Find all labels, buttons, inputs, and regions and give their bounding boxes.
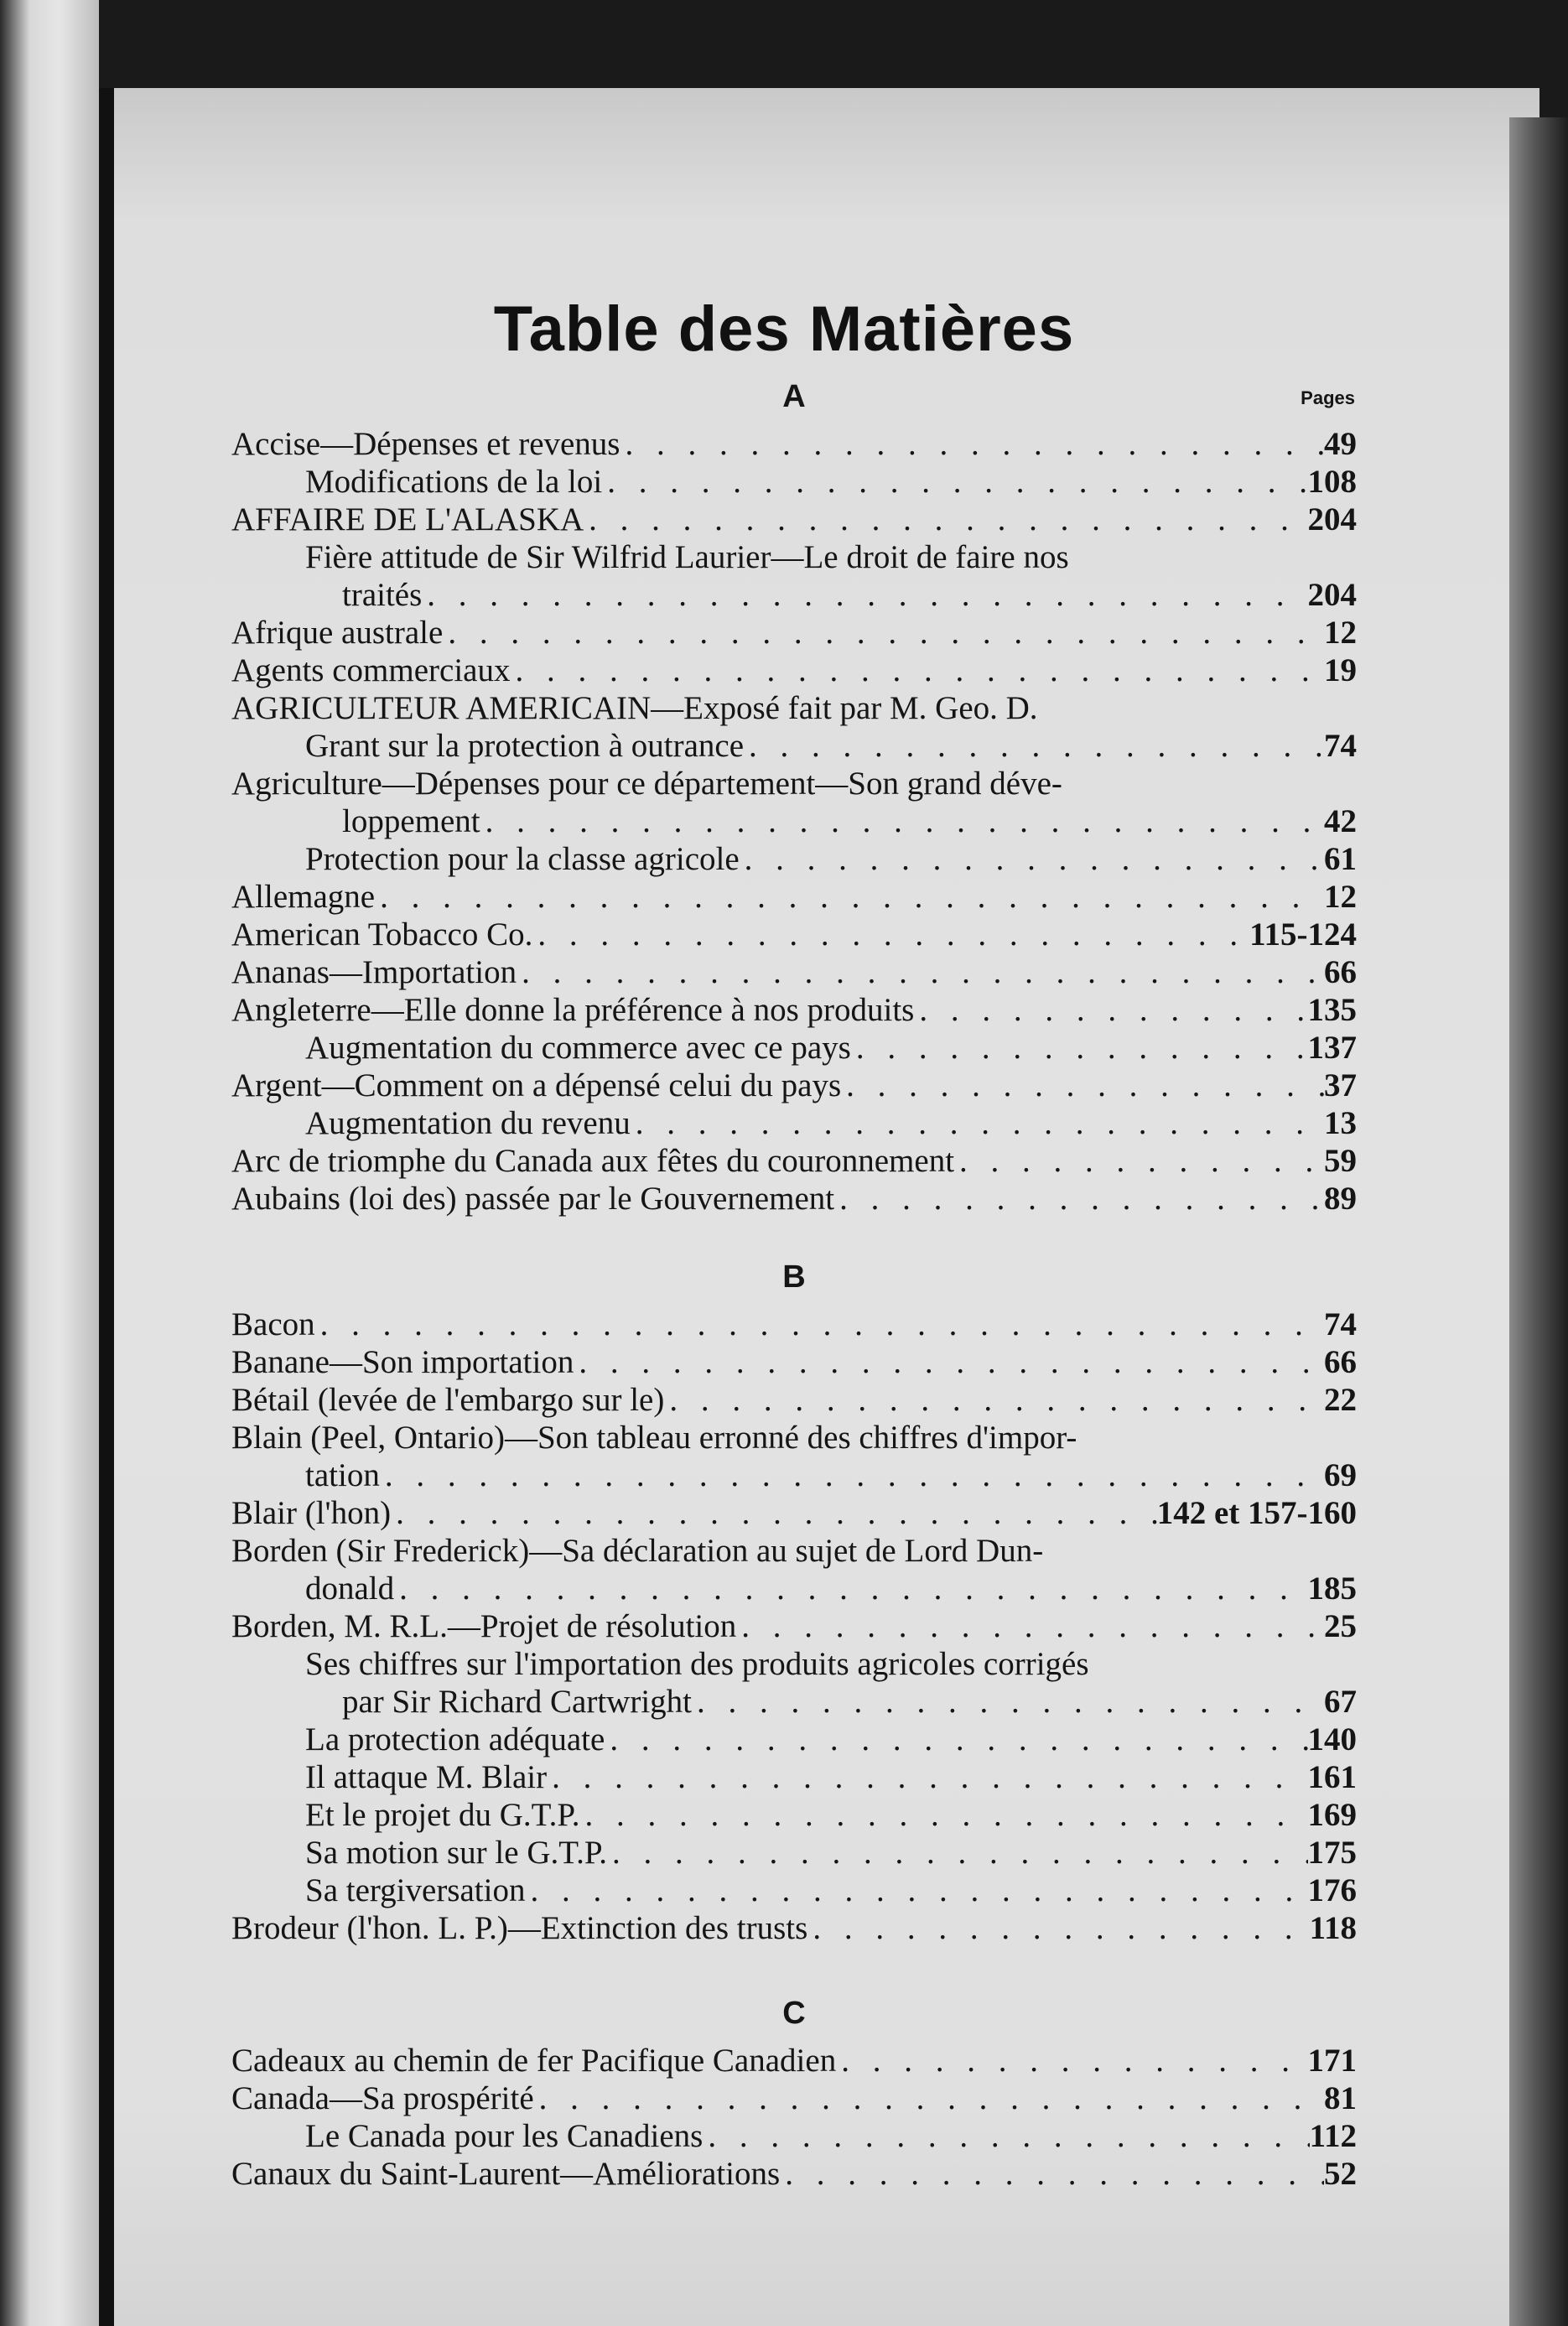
dot-leader [574,1343,1324,1381]
toc-entry [231,614,1357,652]
page-number: 42 [1324,803,1357,839]
dot-leader [394,1570,1307,1607]
toc-entry-text: Il attaque M. Blair [305,1759,548,1795]
dot-leader [391,1494,1157,1532]
section-letter: A [782,379,806,414]
toc-entry [231,1796,1357,1834]
toc-entry-text: Brodeur (l'hon. L. P.)—Extinction des trusts [231,1910,808,1946]
dot-leader [579,1796,1307,1834]
dot-leader [525,1872,1307,1909]
page-number: 204 [1307,501,1357,537]
toc-entry-text: Le Canada pour les Canadiens [305,2118,704,2154]
page-number: 19 [1324,652,1357,688]
dot-leader [740,840,1324,878]
page-number: 118 [1309,1910,1357,1946]
page-number: 49 [1324,426,1357,462]
page-number: 115-124 [1249,916,1357,953]
right-page-edge [1509,117,1568,2326]
toc-entry-text: Borden (Sir Frederick)—Sa déclaration au sujet de Lord Dun- [231,1533,1044,1569]
page-number: 137 [1307,1030,1357,1066]
toc-entry [231,1721,1357,1758]
toc-entry-text: Grant sur la protection à outrance [305,728,745,764]
page-number: 142 et 157-160 [1156,1495,1357,1531]
dot-leader [631,1104,1324,1142]
toc-entry-text: loppement [342,803,480,839]
toc-entry-text: AFFAIRE DE L'ALASKA [231,501,584,537]
section-header [231,1259,1357,1306]
toc-entry [231,1343,1357,1381]
page-number: 171 [1307,2043,1357,2079]
page-number: 59 [1324,1143,1357,1179]
dot-leader [443,614,1324,652]
toc-entry-text: Afrique australe [231,615,444,651]
toc-entry [231,1909,1357,1947]
dot-leader [834,1180,1324,1218]
toc-entry-text: traités [342,577,423,613]
dot-leader [664,1381,1324,1419]
page-number: 74 [1324,728,1357,764]
section-letter: C [782,1996,806,2031]
toc-entry-text: Cadeaux au chemin de fer Pacifique Canadien [231,2043,837,2079]
toc-entry-text: Borden, M. R.L.—Projet de résolution [231,1608,737,1644]
toc-entry [231,991,1357,1029]
page-number: 61 [1324,841,1357,877]
dot-leader [584,501,1307,538]
toc-entry-text: Angleterre—Elle donne la préférence à nos produits [231,992,915,1028]
page-number: 175 [1307,1835,1357,1871]
dot-leader [547,1758,1307,1796]
toc-entry [231,576,1357,614]
toc-entry-text: donald [305,1571,395,1607]
dot-leader [851,1029,1308,1067]
toc-entry-text: Blair (l'hon) [231,1495,392,1531]
toc-entry [231,652,1357,689]
toc-entry [231,916,1357,953]
page-number: 37 [1324,1067,1357,1103]
page-number: 12 [1324,615,1357,651]
toc-entry [231,1834,1357,1872]
page-number: 13 [1324,1105,1357,1141]
toc-entry [231,840,1357,878]
dot-leader [807,1909,1309,1947]
toc-entry-text: Arc de triomphe du Canada aux fêtes du couronnement [231,1143,955,1179]
toc-entry-text: Allemagne [231,879,376,915]
section-header [231,1996,1357,2042]
dot-leader [380,1456,1324,1494]
page-number: 22 [1324,1382,1357,1418]
toc-entry-text: Augmentation du commerce avec ce pays [305,1030,851,1066]
toc-entry [231,1381,1357,1419]
toc-entry [231,1029,1357,1067]
page-number: 176 [1307,1872,1357,1908]
dot-leader [703,2117,1309,2155]
toc-entry-text: Et le projet du G.T.P. [305,1797,580,1833]
toc-entry-text: Ses chiffres sur l'importation des produits agricoles corrigés [305,1646,1089,1682]
toc-entry-text: Agriculture—Dépenses pour ce département—Son grand déve- [231,766,1062,802]
toc-entry-text: La protection adéquate [305,1721,605,1757]
page-number: 185 [1307,1571,1357,1607]
toc-entry-text: Blain (Peel, Ontario)—Son tableau erronné des chiffres d'impor- [231,1420,1077,1456]
page-number: 52 [1324,2156,1357,2192]
page-number: 204 [1307,577,1357,613]
dot-leader [841,1067,1324,1104]
toc-entry [231,1570,1357,1607]
toc-entry [231,1104,1357,1142]
toc-entry [231,1872,1357,1909]
toc-entry [231,1607,1357,1645]
page-title: Table des Matières [493,293,1075,365]
toc-entry [231,1683,1357,1721]
section-letter: B [782,1259,806,1295]
dot-leader [744,727,1324,765]
page-number: 66 [1324,1344,1357,1380]
section-header [231,379,1357,425]
table-of-contents [231,379,1357,2208]
dot-leader [605,1721,1307,1758]
toc-section-a [231,379,1357,1218]
toc-entry [231,2155,1357,2193]
dot-leader [517,953,1324,991]
page-number: 135 [1307,992,1357,1028]
toc-section-c [231,1996,1357,2193]
toc-entry-text: Augmentation du revenu [305,1105,631,1141]
toc-entry-text: Canada—Sa prospérité [231,2080,534,2116]
toc-entry-text: par Sir Richard Cartwright [342,1684,692,1720]
toc-entry-text: AGRICULTEUR AMERICAIN—Exposé fait par M. Geo. D. [231,690,1038,726]
dot-leader [534,2079,1324,2117]
toc-entry [231,1758,1357,1796]
toc-entry-text: Aubains (loi des) passée par le Gouvernement [231,1181,835,1217]
toc-entry-text: Modifications de la loi [305,464,603,500]
toc-entry [231,1180,1357,1218]
toc-entry-text: Banane—Son importation [231,1344,574,1380]
dot-leader [836,2042,1307,2079]
toc-entry [231,2079,1357,2117]
page-number: 69 [1324,1457,1357,1493]
page-number: 169 [1307,1797,1357,1833]
toc-entry [231,727,1357,765]
dot-leader [602,463,1307,501]
toc-entry [231,1067,1357,1104]
toc-entry [231,1306,1357,1343]
toc-entry-text: Bétail (levée de l'embargo sur le) [231,1382,665,1418]
dot-leader [692,1683,1324,1721]
dot-leader [422,576,1307,614]
toc-entry-text: tation [305,1457,380,1493]
toc-entry [231,1456,1357,1494]
page-number: 81 [1324,2080,1357,2116]
toc-entry [231,463,1357,501]
dot-leader [480,802,1324,840]
page-number: 108 [1307,464,1357,500]
toc-entry-text: Sa motion sur le G.T.P. [305,1835,608,1871]
toc-entry [231,802,1357,840]
toc-entry [231,953,1357,991]
page-number: 112 [1309,2118,1357,2154]
toc-entry-text: Canaux du Saint-Laurent—Améliorations [231,2156,781,2192]
dot-leader [607,1834,1307,1872]
toc-entry [231,2042,1357,2079]
dot-leader [315,1306,1324,1343]
toc-entry-text: Protection pour la classe agricole [305,841,740,877]
dot-leader [914,991,1307,1029]
dot-leader [532,916,1249,953]
toc-entry [231,501,1357,538]
page-number: 140 [1307,1721,1357,1757]
page-number: 89 [1324,1181,1357,1217]
pages-column-label: Pages [1301,387,1355,408]
toc-entry [231,425,1357,463]
page-number: 74 [1324,1306,1357,1342]
toc-entry-text: Accise—Dépenses et revenus [231,426,620,462]
dot-leader [954,1142,1324,1180]
dot-leader [620,425,1325,463]
page-number: 25 [1324,1608,1357,1644]
page-number: 67 [1324,1684,1357,1720]
toc-entry [231,878,1357,916]
dot-leader [736,1607,1324,1645]
toc-entry-text: Ananas—Importation [231,954,517,990]
toc-section-b [231,1259,1357,1947]
toc-entry-text: Fière attitude de Sir Wilfrid Laurier—Le droit de faire nos [305,539,1069,575]
toc-entry-text: Argent—Comment on a dépensé celui du pays [231,1067,842,1103]
page-number: 12 [1324,879,1357,915]
page-number: 161 [1307,1759,1357,1795]
toc-entry [231,1494,1357,1532]
toc-entry [231,1142,1357,1180]
page-number: 66 [1324,954,1357,990]
dot-leader [510,652,1324,689]
toc-entry-text: American Tobacco Co. [231,916,533,953]
dot-leader [375,878,1324,916]
toc-entry [231,2117,1357,2155]
toc-entry-text: Bacon [231,1306,315,1342]
toc-entry-text: Sa tergiversation [305,1872,526,1908]
toc-entry-text: Agents commerciaux [231,652,511,688]
dot-leader [780,2155,1324,2193]
